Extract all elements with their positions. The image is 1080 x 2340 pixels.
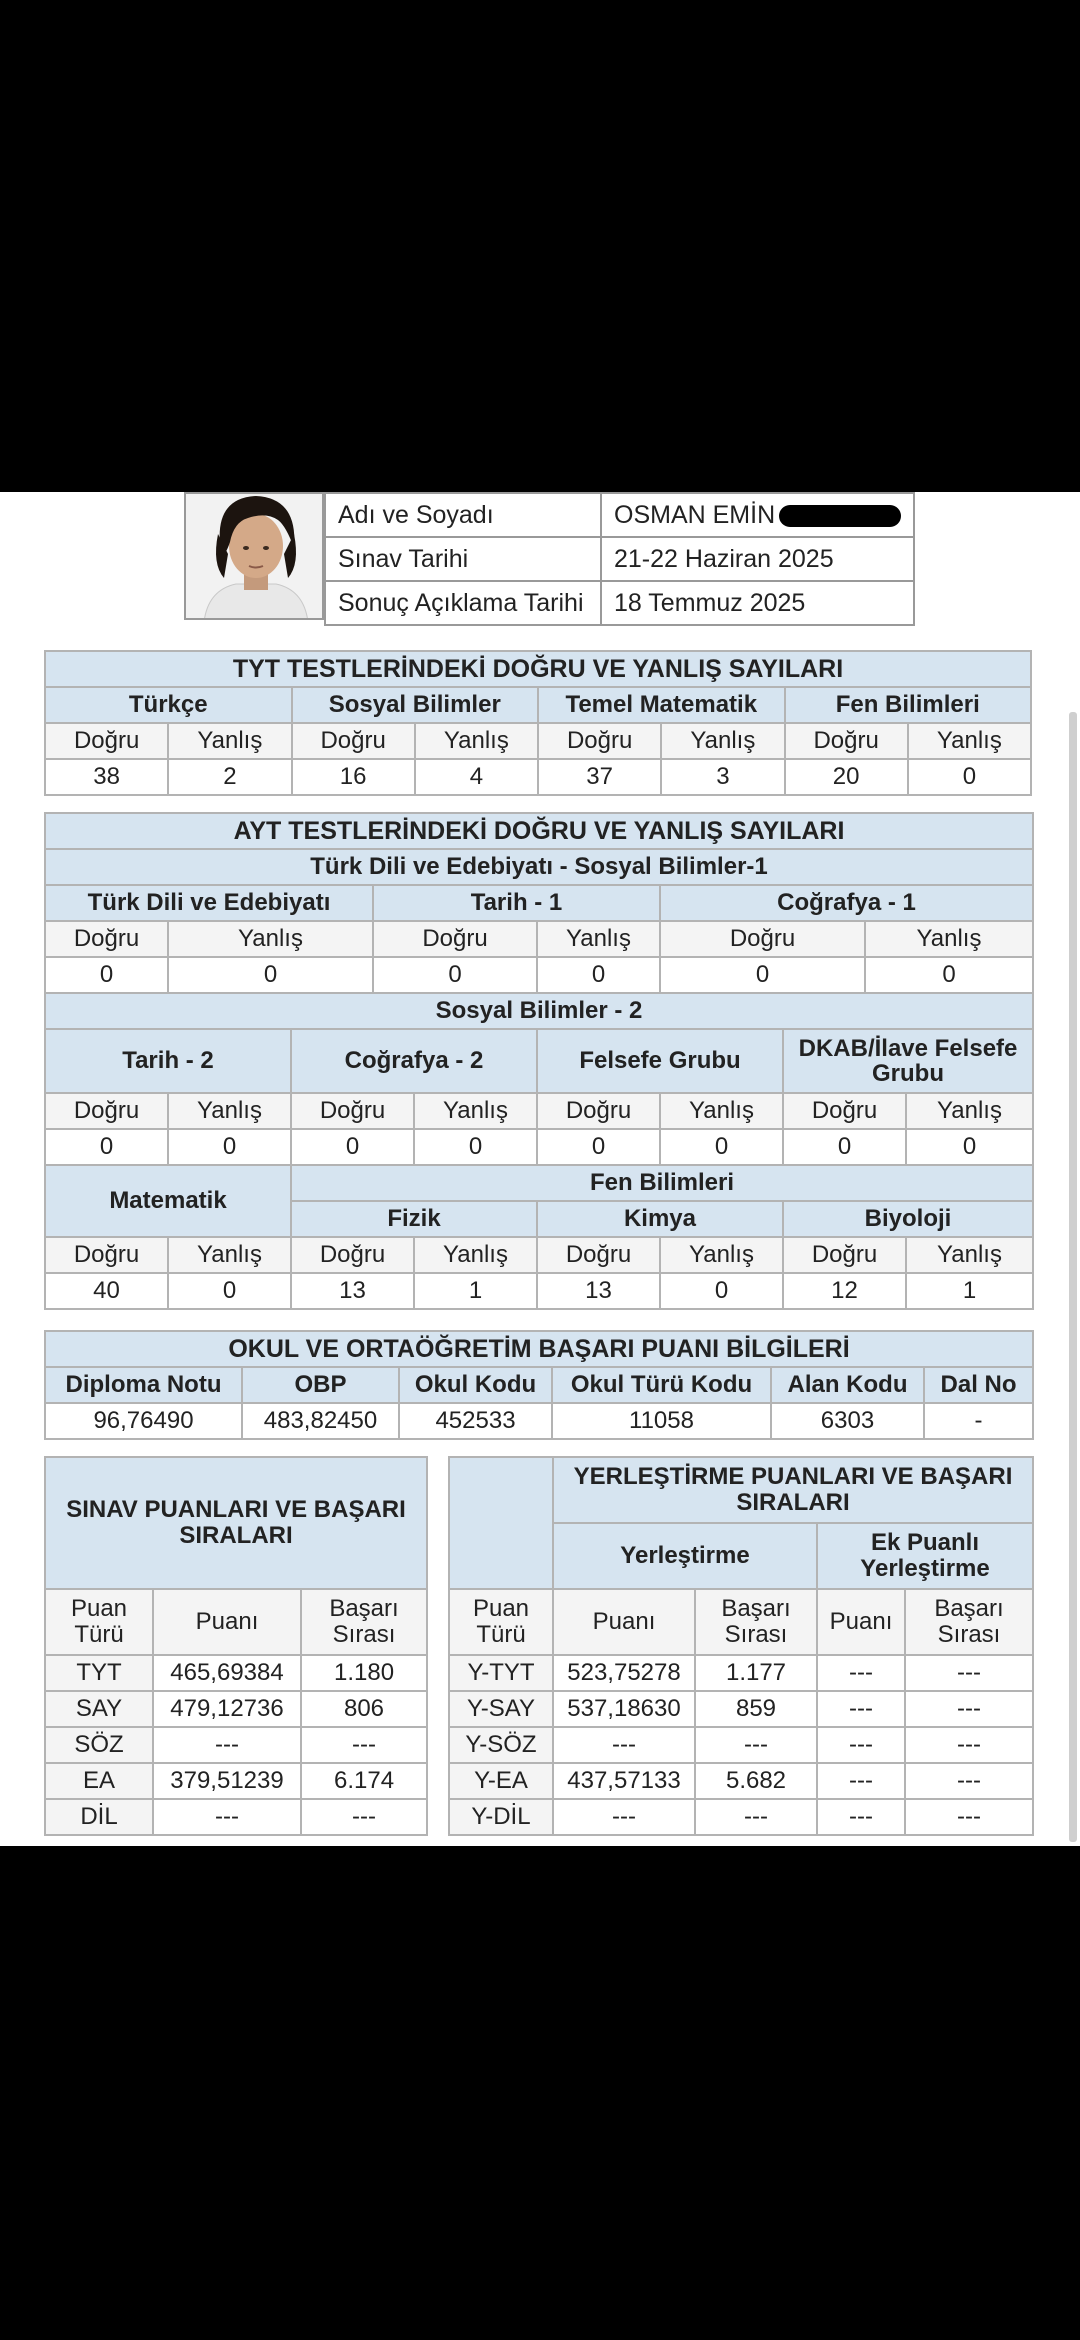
ayt-title: AYT TESTLERİNDEKİ DOĞRU VE YANLIŞ SAYILARI — [45, 813, 1033, 849]
ayt-value: 12 — [783, 1273, 906, 1309]
scores-header: Puanı — [153, 1589, 301, 1655]
placement-header: Başarı Sırası — [905, 1589, 1033, 1655]
placement-header: Puan Türü — [449, 1589, 553, 1655]
tyt-value: 3 — [661, 759, 784, 795]
status-bar-area — [0, 0, 1080, 492]
placement-value: 437,57133 — [553, 1763, 695, 1799]
tyt-subject: Türkçe — [45, 687, 292, 723]
score-rank: 1.180 — [301, 1655, 427, 1691]
dogru-label: Doğru — [783, 1237, 906, 1273]
ayt-value: 0 — [168, 1129, 291, 1165]
yanlis-label: Yanlış — [660, 1237, 783, 1273]
ayt-value: 13 — [537, 1273, 660, 1309]
obp-title: OKUL VE ORTAÖĞRETİM BAŞARI PUANI BİLGİLERİ — [45, 1331, 1033, 1367]
navigation-bar-area — [0, 1846, 1080, 2340]
tyt-subject: Fen Bilimleri — [785, 687, 1032, 723]
placement-sub1: Yerleştirme — [553, 1523, 817, 1589]
score-rank: 806 — [301, 1691, 427, 1727]
score-rank: 6.174 — [301, 1763, 427, 1799]
score-type: DİL — [45, 1799, 153, 1835]
ayt-value: 0 — [45, 1129, 168, 1165]
extra-rank: --- — [905, 1799, 1033, 1835]
ayt-group2-title: Sosyal Bilimler - 2 — [45, 993, 1033, 1029]
placement-value: --- — [553, 1799, 695, 1835]
placement-type: Y-DİL — [449, 1799, 553, 1835]
score-value: --- — [153, 1727, 301, 1763]
score-value: --- — [153, 1799, 301, 1835]
obp-value: 483,82450 — [242, 1403, 399, 1439]
ayt-value: 0 — [45, 957, 168, 993]
placement-rank: 859 — [695, 1691, 817, 1727]
dogru-label: Doğru — [45, 921, 168, 957]
yanlis-label: Yanlış — [415, 723, 538, 759]
score-value: 479,12736 — [153, 1691, 301, 1727]
ayt-value: 0 — [906, 1129, 1033, 1165]
score-type: TYT — [45, 1655, 153, 1691]
ayt-subject: Fizik — [291, 1201, 537, 1237]
score-type: SAY — [45, 1691, 153, 1727]
dogru-label: Doğru — [45, 1237, 168, 1273]
extra-rank: --- — [905, 1655, 1033, 1691]
dogru-label: Doğru — [538, 723, 661, 759]
dogru-label: Doğru — [537, 1093, 660, 1129]
yanlis-label: Yanlış — [537, 921, 660, 957]
dogru-label: Doğru — [783, 1093, 906, 1129]
tyt-subject: Temel Matematik — [538, 687, 785, 723]
obp-header: Okul Kodu — [399, 1367, 552, 1403]
ayt-value: 40 — [45, 1273, 168, 1309]
extra-value: --- — [817, 1799, 905, 1835]
dogru-label: Doğru — [291, 1093, 414, 1129]
ayt-value: 1 — [414, 1273, 537, 1309]
tyt-value: 16 — [292, 759, 415, 795]
result-document — [0, 492, 1080, 1846]
dogru-label: Doğru — [45, 1093, 168, 1129]
score-type: SÖZ — [45, 1727, 153, 1763]
placement-value: 523,75278 — [553, 1655, 695, 1691]
dogru-label: Doğru — [660, 921, 865, 957]
redaction-mark — [779, 505, 901, 527]
student-info-table — [324, 492, 915, 626]
ayt-subject: Kimya — [537, 1201, 783, 1237]
placement-type: Y-TYT — [449, 1655, 553, 1691]
ayt-value: 0 — [537, 957, 660, 993]
placement-value: 537,18630 — [553, 1691, 695, 1727]
yanlis-label: Yanlış — [908, 723, 1031, 759]
placement-type: Y-SAY — [449, 1691, 553, 1727]
yanlis-label: Yanlış — [906, 1093, 1033, 1129]
ayt-group1-title: Türk Dili ve Edebiyatı - Sosyal Bilimler-1 — [45, 849, 1033, 885]
ayt-value: 0 — [660, 957, 865, 993]
placement-header: Puanı — [553, 1589, 695, 1655]
ayt-value: 0 — [783, 1129, 906, 1165]
extra-rank: --- — [905, 1763, 1033, 1799]
dogru-label: Doğru — [373, 921, 537, 957]
obp-header: Diploma Notu — [45, 1367, 242, 1403]
score-rank: --- — [301, 1799, 427, 1835]
result-date-label: Sonuç Açıklama Tarihi — [325, 581, 601, 625]
extra-value: --- — [817, 1763, 905, 1799]
yanlis-label: Yanlış — [168, 921, 373, 957]
name-value: OSMAN EMİN — [601, 493, 914, 537]
score-type: EA — [45, 1763, 153, 1799]
yanlis-label: Yanlış — [865, 921, 1033, 957]
tyt-value: 37 — [538, 759, 661, 795]
placement-rank: 5.682 — [695, 1763, 817, 1799]
ayt-subject: Felsefe Grubu — [537, 1029, 783, 1093]
placement-header: Puanı — [817, 1589, 905, 1655]
ayt-science-title: Fen Bilimleri — [291, 1165, 1033, 1201]
obp-value: 96,76490 — [45, 1403, 242, 1439]
placement-rank: --- — [695, 1727, 817, 1763]
obp-value: - — [924, 1403, 1033, 1439]
extra-rank: --- — [905, 1691, 1033, 1727]
tyt-subject: Sosyal Bilimler — [292, 687, 539, 723]
ayt-subject: Coğrafya - 2 — [291, 1029, 537, 1093]
placement-title: YERLEŞTİRME PUANLARI VE BAŞARI SIRALARI — [553, 1457, 1033, 1523]
dogru-label: Doğru — [292, 723, 415, 759]
tyt-table — [44, 650, 1032, 796]
yanlis-label: Yanlış — [168, 1093, 291, 1129]
yanlis-label: Yanlış — [414, 1237, 537, 1273]
scrollbar[interactable] — [1069, 712, 1077, 1842]
dogru-label: Doğru — [785, 723, 908, 759]
scores-table — [44, 1456, 428, 1836]
obp-header: Okul Türü Kodu — [552, 1367, 771, 1403]
tyt-value: 2 — [168, 759, 291, 795]
extra-rank: --- — [905, 1727, 1033, 1763]
ayt-subject: Tarih - 2 — [45, 1029, 291, 1093]
dogru-label: Doğru — [45, 723, 168, 759]
scores-header: Başarı Sırası — [301, 1589, 427, 1655]
yanlis-label: Yanlış — [660, 1093, 783, 1129]
ayt-subject: Coğrafya - 1 — [660, 885, 1033, 921]
ayt-math-label: Matematik — [45, 1165, 291, 1237]
score-value: 379,51239 — [153, 1763, 301, 1799]
ayt-value: 0 — [865, 957, 1033, 993]
ayt-value: 13 — [291, 1273, 414, 1309]
ayt-subject: Türk Dili ve Edebiyatı — [45, 885, 373, 921]
ayt-value: 0 — [168, 1273, 291, 1309]
obp-value: 452533 — [399, 1403, 552, 1439]
name-label: Adı ve Soyadı — [325, 493, 601, 537]
dogru-label: Doğru — [291, 1237, 414, 1273]
extra-value: --- — [817, 1691, 905, 1727]
placement-corner — [449, 1457, 553, 1589]
ayt-subject: Biyoloji — [783, 1201, 1033, 1237]
yanlis-label: Yanlış — [906, 1237, 1033, 1273]
ayt-subject: DKAB/İlave Felsefe Grubu — [783, 1029, 1033, 1093]
yanlis-label: Yanlış — [168, 1237, 291, 1273]
ayt-value: 1 — [906, 1273, 1033, 1309]
ayt-value: 0 — [414, 1129, 537, 1165]
placement-table — [448, 1456, 1034, 1836]
placement-sub2: Ek Puanlı Yerleştirme — [817, 1523, 1033, 1589]
placement-type: Y-SÖZ — [449, 1727, 553, 1763]
placement-rank: --- — [695, 1799, 817, 1835]
result-date-value: 18 Temmuz 2025 — [601, 581, 914, 625]
score-value: 465,69384 — [153, 1655, 301, 1691]
yanlis-label: Yanlış — [414, 1093, 537, 1129]
tyt-value: 0 — [908, 759, 1031, 795]
exam-date-label: Sınav Tarihi — [325, 537, 601, 581]
extra-value: --- — [817, 1727, 905, 1763]
dogru-label: Doğru — [537, 1237, 660, 1273]
ayt-value: 0 — [168, 957, 373, 993]
obp-header: Dal No — [924, 1367, 1033, 1403]
tyt-value: 4 — [415, 759, 538, 795]
ayt-table — [44, 812, 1034, 1310]
obp-table — [44, 1330, 1034, 1440]
ayt-value: 0 — [291, 1129, 414, 1165]
yanlis-label: Yanlış — [661, 723, 784, 759]
exam-date-value: 21-22 Haziran 2025 — [601, 537, 914, 581]
obp-header: Alan Kodu — [771, 1367, 924, 1403]
tyt-value: 38 — [45, 759, 168, 795]
extra-value: --- — [817, 1655, 905, 1691]
ayt-value: 0 — [537, 1129, 660, 1165]
scores-header: Puan Türü — [45, 1589, 153, 1655]
ayt-subject: Tarih - 1 — [373, 885, 660, 921]
tyt-title: TYT TESTLERİNDEKİ DOĞRU VE YANLIŞ SAYILARI — [45, 651, 1031, 687]
placement-value: --- — [553, 1727, 695, 1763]
score-rank: --- — [301, 1727, 427, 1763]
placement-header: Başarı Sırası — [695, 1589, 817, 1655]
placement-type: Y-EA — [449, 1763, 553, 1799]
yanlis-label: Yanlış — [168, 723, 291, 759]
obp-value: 11058 — [552, 1403, 771, 1439]
ayt-value: 0 — [373, 957, 537, 993]
ayt-value: 0 — [660, 1273, 783, 1309]
obp-value: 6303 — [771, 1403, 924, 1439]
placement-rank: 1.177 — [695, 1655, 817, 1691]
ayt-value: 0 — [660, 1129, 783, 1165]
scores-title: SINAV PUANLARI VE BAŞARI SIRALARI — [45, 1457, 427, 1589]
student-photo — [184, 492, 324, 620]
obp-header: OBP — [242, 1367, 399, 1403]
tyt-value: 20 — [785, 759, 908, 795]
